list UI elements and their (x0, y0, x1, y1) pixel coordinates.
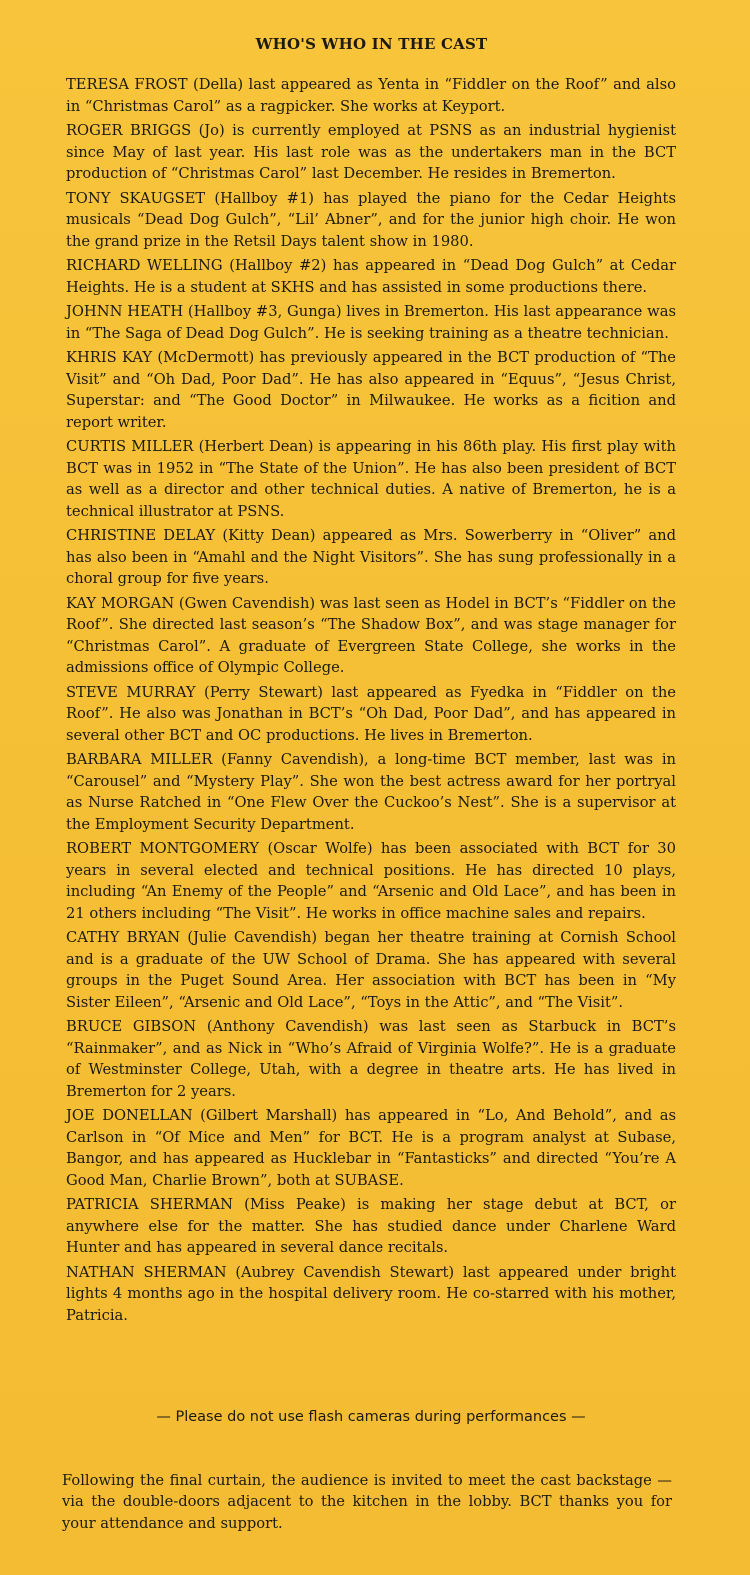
cast-entry: TERESA FROST (Della) last appeared as Yenta in “Fiddler on the Roof” and also in “Christmas Carol” as a ragpicker. She works at Keyport. (66, 76, 676, 115)
cast-entry: PATRICIA SHERMAN (Miss Peake) is making her stage debut at BCT, or anywhere else for the matter. She has studied dance under Charlene Ward Hunter and has appeared in several dance recitals. (66, 1196, 676, 1256)
cast-entry: CURTIS MILLER (Herbert Dean) is appearing in his 86th play. His first play with BCT was in 1952 in “The State of the Union”. He has also been president of BCT as well as a director and other technical duties. A native of Bremerton, he is a technical illustrator at PSNS. (66, 438, 676, 520)
cast-entry: JOE DONELLAN (Gilbert Marshall) has appeared in “Lo, And Behold”, and as Carlson in “Of Mice and Men” for BCT. He is a program analyst at Subase, Bangor, and has appeared as Hucklebar in “Fantasticks” and directed “You’re A Good Man, Charlie Brown”, both at SUBASE. (66, 1107, 676, 1189)
closing-paragraph: Following the final curtain, the audience is invited to meet the cast backstage — via the double-doors adjacent to the kitchen in the lobby. BCT thanks you for your attendance and support. (62, 1471, 672, 1532)
cast-entry: RICHARD WELLING (Hallboy #2) has appeared in “Dead Dog Gulch” at Cedar Heights. He is a student at SKHS and has assisted in some productions there. (66, 257, 676, 296)
cast-entry: ROBERT MONTGOMERY (Oscar Wolfe) has been associated with BCT for 30 years in several elected and technical positions. He has directed 10 plays, including “An Enemy of the People” and “Arsenic and Old Lace”, and has been in 21 others including “The Visit”. He works in office machine sales and repairs. (66, 840, 676, 922)
cast-entry: STEVE MURRAY (Perry Stewart) last appeared as Fyedka in “Fiddler on the Roof”. He also was Jonathan in BCT’s “Oh Dad, Poor Dad”, and has appeared in several other BCT and OC productions. He lives in Bremerton. (66, 683, 676, 744)
cast-entry: TONY SKAUGSET (Hallboy #1) has played the piano for the Cedar Heights musicals “Dead Dog Gulch”, “Lil’ Abner”, and for the junior high choir. He won the grand prize in the Retsil Days talent show in 1980. (66, 189, 676, 250)
cast-entry: CATHY BRYAN (Julie Cavendish) began her theatre training at Cornish School and is a graduate of the UW School of Drama. She has appeared with several groups in the Puget Sound Area. Her association with BCT has been in “My Sister Eileen”, “Arsenic and Old Lace”, “Toys in the Attic”, and “The Visit”. (66, 929, 676, 1011)
cast-entry: NATHAN SHERMAN (Aubrey Cavendish Stewart) last appeared under bright lights 4 months ago in the hospital delivery room. He co-starred with his mother, Patricia. (66, 1263, 676, 1324)
cast-entry: KHRIS KAY (McDermott) has previously appeared in the BCT production of “The Visit” and “Oh Dad, Poor Dad”. He has also appeared in “Equus”, “Jesus Christ, Superstar: and “The Good Doctor” in Milwaukee. He works as a ficition and report writer. (66, 349, 676, 431)
cast-entry: CHRISTINE DELAY (Kitty Dean) appeared as Mrs. Sowerberry in “Oliver” and has also been in “Amahl and the Night Visitors”. She has sung professionally in a choral group for five years. (66, 527, 676, 587)
cast-entry: ROGER BRIGGS (Jo) is currently employed at PSNS as an industrial hygienist since May of last year. His last role was as the undertakers man in the BCT production of “Christmas Carol” last December. He resides in Bremerton. (66, 122, 676, 182)
cast-list (66, 74, 676, 1329)
cast-entry: BARBARA MILLER (Fanny Cavendish), a long-time BCT member, last was in “Carousel” and “Mystery Play”. She won the best actress award for her portryal as Nurse Ratched in “One Flew Over the Cuckoo’s Nest”. She is a supervisor at the Employment Security Department. (66, 751, 676, 833)
page-title: WHO'S WHO IN THE CAST (255, 35, 488, 53)
cast-entry: BRUCE GIBSON (Anthony Cavendish) was last seen as Starbuck in BCT’s “Rainmaker”, and as Nick in “Who’s Afraid of Virginia Wolfe?”. He is a graduate of Westminster College, Utah, with a degree in theatre arts. He has lived in Bremerton for 2 years. (66, 1018, 676, 1100)
camera-notice: — Please do not use flash cameras during performances — (156, 1409, 586, 1425)
cast-entry: JOHNN HEATH (Hallboy #3, Gunga) lives in Bremerton. His last appearance was in “The Saga of Dead Dog Gulch”. He is seeking training as a theatre technician. (66, 303, 676, 342)
cast-entry: KAY MORGAN (Gwen Cavendish) was last seen as Hodel in BCT’s “Fiddler on the Roof”. She directed last season’s “The Shadow Box”, and was stage manager for “Christmas Carol”. A graduate of Evergreen State College, she works in the admissions office of Olympic College. (66, 594, 676, 676)
